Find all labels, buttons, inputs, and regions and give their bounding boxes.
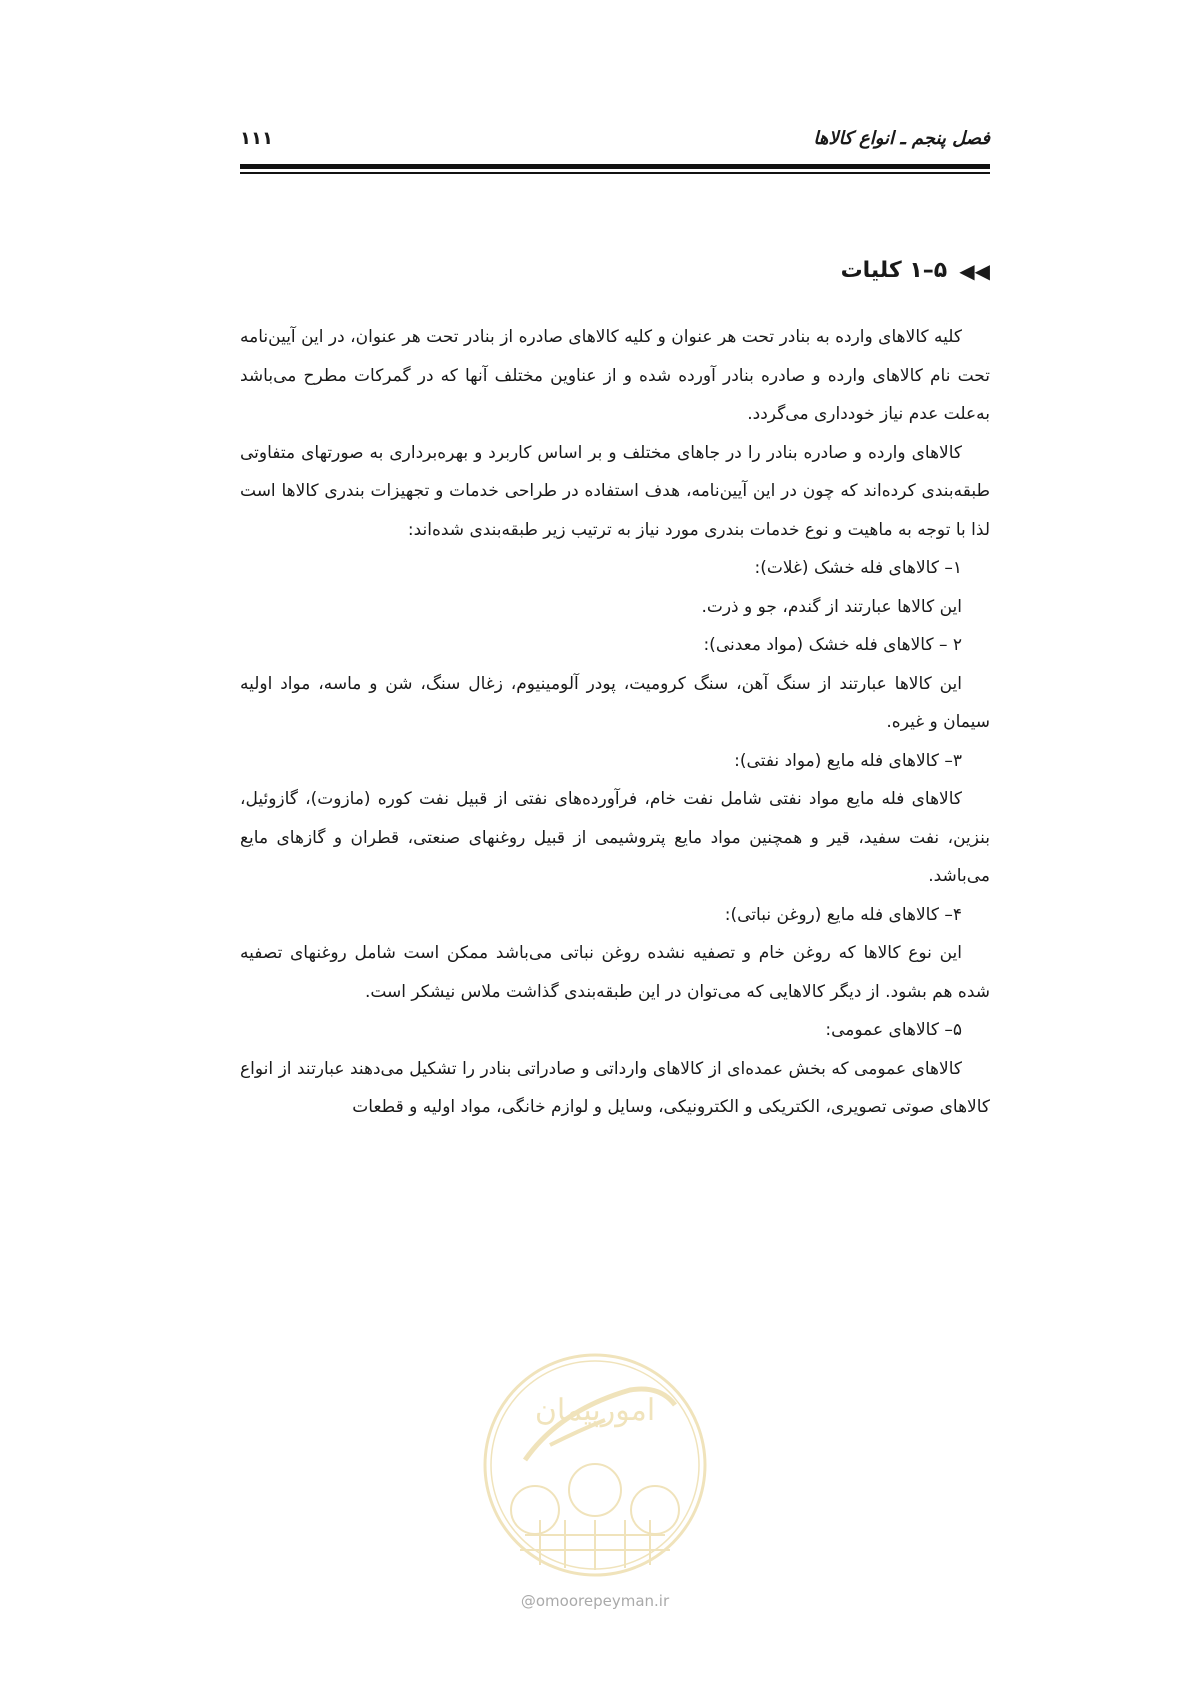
section-heading [841,258,990,283]
header-rule-thick [240,164,990,169]
double-arrow-icon: ◀◀ [959,258,990,283]
chapter-title: فصل پنجم ـ انواع کالاها [813,128,990,149]
paragraph: کالاهای وارده و صادره بنادر را در جاهای مختلف و بر اساس کاربرد و بهره‌برداری به صورتهای متفاوتی طبقه‌بندی کرده‌اند که چون در این آیین‌نامه، هدف استفاده در طراحی خدمات و تجهیزات بندری کالاها است لذا با توجه به ماهیت و نوع خدمات بندری مورد نیاز به ترتیب زیر طبقه‌بندی شده‌اند: [240,442,990,540]
list-item: ۵– کالاهای عمومی: [825,1020,962,1040]
watermark-logo-icon [480,1350,710,1580]
paragraph: این کالاها عبارتند از گندم، جو و ذرت. [701,596,962,617]
list-item: ۲ – کالاهای فله خشک (مواد معدنی): [703,635,962,655]
list-item: ۴– کالاهای فله مایع (روغن نباتی): [724,904,962,925]
svg-text:امورپیمان: امورپیمان [534,1393,656,1428]
paragraph: این نوع کالاها که روغن خام و تصفیه نشده روغن نباتی می‌باشد ممکن است شامل روغنهای تصفیه شده هم بشود. از دیگر کالاهایی که می‌توان در این طبقه‌بندی گذاشت ملاس نیشکر است. [240,943,990,1002]
page-number: ۱۱۱ [240,128,273,149]
paragraph: کالاهای عمومی که بخش عمده‌ای از کالاهای وارداتی و صادراتی بنادر را تشکیل می‌دهند عبارتند از انواع کالاهای صوتی تصویری، الکتریکی و الکترونیکی، وسایل و لوازم خانگی، مواد اولیه و قطعات [240,1058,990,1117]
running-header [240,124,990,160]
paragraph: کلیه کالاهای وارده به بنادر تحت هر عنوان و کلیه کالاهای صادره از بنادر تحت هر عنوان، در این آیین‌نامه تحت نام کالاهای وارده و صادره بنادر آورده شده و از عناوین مختلف آنها که در گمرکات مطرح می‌باشد به‌علت عدم نیاز خودداری می‌گردد. [240,327,990,424]
list-item: ۱– کالاهای فله خشک (غلات): [754,558,962,578]
header-rule-thin [240,172,990,174]
list-item: ۳– کالاهای فله مایع (مواد نفتی): [734,750,962,771]
section-heading-text: ۵–۱ کلیات [840,258,948,283]
watermark-url: @omoorepeyman.ir [520,1592,670,1610]
body-text [240,318,990,1127]
paragraph: این کالاها عبارتند از سنگ آهن، سنگ کرومیت، پودر آلومینیوم، زغال سنگ، شن و ماسه، مواد اولیه سیمان و غیره. [240,673,990,732]
paragraph: کالاهای فله مایع مواد نفتی شامل نفت خام، فرآورده‌های نفتی از قبیل نفت کوره (مازوت)، گازوئیل، بنزین، نفت سفید، قیر و همچنین مواد مایع پتروشیمی از قبیل روغنهای صنعتی، قطران و گازهای مایع می‌باشد. [240,789,990,886]
